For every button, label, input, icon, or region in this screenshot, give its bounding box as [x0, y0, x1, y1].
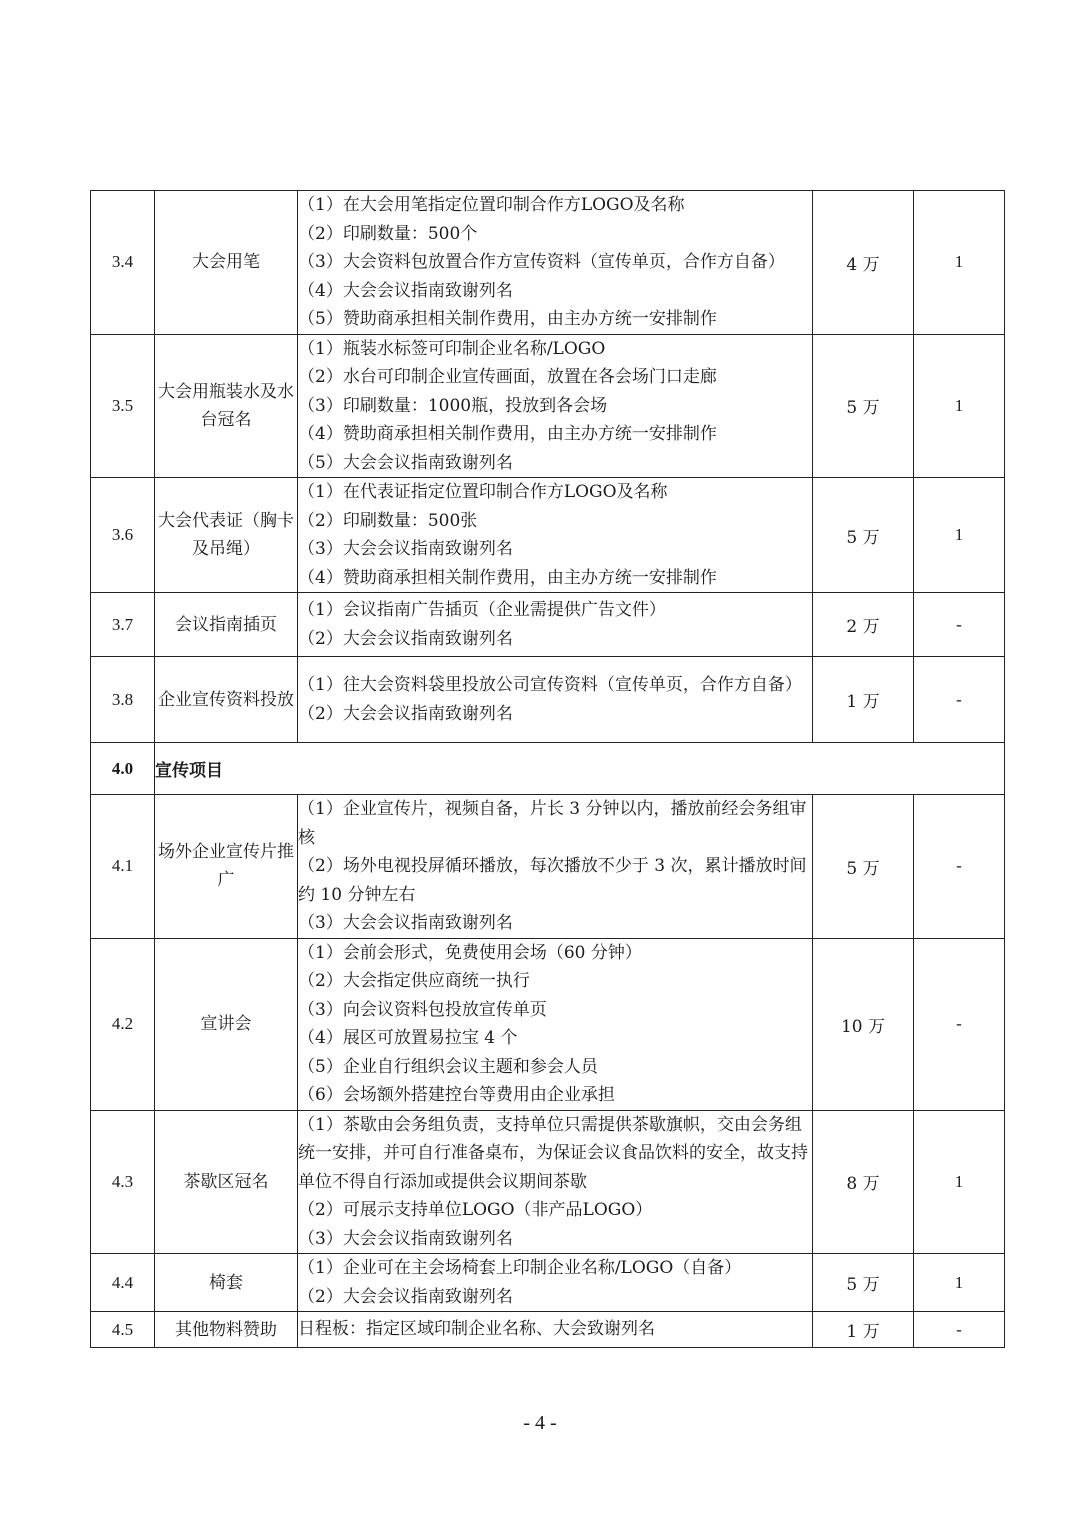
item-name: 宣讲会 [155, 938, 298, 1110]
content-line: （6）会场额外搭建控台等费用由企业承担 [298, 1085, 615, 1105]
content-line: （5）大会会议指南致谢列名 [298, 452, 513, 473]
table-row [91, 191, 1005, 335]
table-row [91, 593, 1005, 657]
section-header-body [91, 743, 1005, 795]
table-row [91, 657, 1005, 743]
content-line: （2）大会会议指南致谢列名 [298, 628, 513, 649]
item-quantity: - [914, 1312, 1005, 1348]
item-number: 3.5 [91, 334, 155, 478]
table-row [91, 1312, 1005, 1348]
content-line: （5）企业自行组织会议主题和参会人员 [298, 1056, 598, 1077]
item-name: 企业宣传资料投放 [155, 657, 298, 743]
item-content [298, 593, 813, 657]
item-quantity: 1 [914, 1254, 1005, 1312]
item-name: 大会代表证（胸卡及吊绳） [155, 478, 298, 593]
item-quantity: 1 [914, 478, 1005, 593]
item-number: 4.4 [91, 1254, 155, 1312]
content-line: 日程板：指定区域印制企业名称、大会致谢列名 [298, 1319, 655, 1340]
table-row [91, 1110, 1005, 1254]
item-content [298, 1110, 813, 1254]
item-content [298, 1254, 813, 1312]
content-line: （3）大会会议指南致谢列名 [298, 539, 513, 559]
content-line: （1）在代表证指定位置印制合作方LOGO及名称 [298, 482, 668, 502]
item-content [298, 938, 813, 1110]
content-line: （4）赞助商承担相关制作费用，由主办方统一安排制作 [298, 424, 717, 444]
item-name: 会议指南插页 [155, 593, 298, 657]
content-line: （2）可展示支持单位LOGO（非产品LOGO） [298, 1200, 653, 1220]
item-quantity: - [914, 593, 1005, 657]
item-number: 3.8 [91, 657, 155, 743]
content-line: （2）印刷数量：500个 [298, 223, 478, 244]
item-price: 1 万 [813, 1312, 914, 1348]
content-line: （5）赞助商承担相关制作费用，由主办方统一安排制作 [298, 309, 717, 329]
item-name: 其他物料赞助 [155, 1312, 298, 1348]
table-row [91, 938, 1005, 1110]
item-number: 4.1 [91, 795, 155, 939]
content-line: （3）大会会议指南致谢列名 [298, 1228, 513, 1249]
content-line: （2）大会会议指南致谢列名 [298, 703, 513, 724]
content-line: （1）瓶装水标签可印制企业名称/LOGO [298, 338, 606, 359]
item-content [298, 191, 813, 335]
content-line: （2）水台可印制企业宣传画面，放置在各会场门口走廊 [298, 367, 717, 387]
item-quantity: 1 [914, 191, 1005, 335]
item-content [298, 657, 813, 743]
table-row [91, 1254, 1005, 1312]
sponsorship-table [90, 190, 1005, 1348]
section-row [91, 743, 1005, 795]
content-line: （1）茶歇由会务组负责，支持单位只需提供茶歇旗帜，交由会务组统一安排，并可自行准备桌布，为保证会议食品饮料的安全，故支持单位不得自行添加或提供会议期间茶歇 [298, 1114, 808, 1192]
content-line: （3）大会资料包放置合作方宣传资料（宣传单页，合作方自备） [298, 252, 785, 272]
content-line: （1）会议指南广告插页（企业需提供广告文件） [298, 600, 666, 620]
content-line: （4）赞助商承担相关制作费用，由主办方统一安排制作 [298, 567, 717, 588]
item-price: 8 万 [813, 1110, 914, 1254]
item-name: 大会用瓶装水及水台冠名 [155, 334, 298, 478]
item-quantity: - [914, 938, 1005, 1110]
item-content [298, 1312, 813, 1348]
item-content [298, 478, 813, 593]
content-line: （1）企业宣传片，视频自备，片长 3 分钟以内，播放前经会务组审核 [298, 799, 807, 848]
item-number: 4.2 [91, 938, 155, 1110]
item-quantity: 1 [914, 334, 1005, 478]
item-name: 场外企业宣传片推广 [155, 795, 298, 939]
content-line: （3）向会议资料包投放宣传单页 [298, 999, 547, 1020]
content-line: （4）大会会议指南致谢列名 [298, 280, 513, 301]
table-row [91, 478, 1005, 593]
item-number: 4.5 [91, 1312, 155, 1348]
item-price: 10 万 [813, 938, 914, 1110]
table-row [91, 334, 1005, 478]
item-quantity: - [914, 657, 1005, 743]
section-title: 宣传项目 [155, 743, 1005, 795]
item-quantity: - [914, 795, 1005, 939]
content-line: （3）印刷数量：1000瓶，投放到各会场 [298, 395, 608, 416]
item-name: 茶歇区冠名 [155, 1110, 298, 1254]
item-price: 5 万 [813, 334, 914, 478]
item-price: 5 万 [813, 1254, 914, 1312]
content-line: （2）印刷数量：500张 [298, 510, 478, 531]
item-price: 5 万 [813, 478, 914, 593]
content-line: （2）大会会议指南致谢列名 [298, 1286, 513, 1307]
item-number: 3.6 [91, 478, 155, 593]
item-content [298, 334, 813, 478]
item-price: 2 万 [813, 593, 914, 657]
item-price: 4 万 [813, 191, 914, 335]
item-number: 4.3 [91, 1110, 155, 1254]
content-line: （2）场外电视投屏循环播放，每次播放不少于 3 次，累计播放时间约 10 分钟左右 [298, 856, 807, 905]
content-line: （3）大会会议指南致谢列名 [298, 913, 513, 933]
item-price: 1 万 [813, 657, 914, 743]
content-line: （2）大会指定供应商统一执行 [298, 971, 530, 991]
table-body-b [91, 795, 1005, 1348]
content-line: （1）企业可在主会场椅套上印制企业名称/LOGO（自备） [298, 1258, 742, 1278]
item-number: 3.4 [91, 191, 155, 335]
section-number: 4.0 [91, 743, 155, 795]
content-line: （1）会前会形式，免费使用会场（60 分钟） [298, 942, 642, 963]
item-quantity: 1 [914, 1110, 1005, 1254]
table-row [91, 795, 1005, 939]
item-price: 5 万 [813, 795, 914, 939]
item-content [298, 795, 813, 939]
table-body-a [91, 191, 1005, 743]
page-number: - 4 - [523, 1412, 557, 1434]
content-line: （4）展区可放置易拉宝 4 个 [298, 1028, 518, 1048]
item-name: 大会用笔 [155, 191, 298, 335]
item-number: 3.7 [91, 593, 155, 657]
content-line: （1）在大会用笔指定位置印制合作方LOGO及名称 [298, 195, 685, 215]
content-line: （1）往大会资料袋里投放公司宣传资料（宣传单页，合作方自备） [298, 675, 802, 695]
item-name: 椅套 [155, 1254, 298, 1312]
